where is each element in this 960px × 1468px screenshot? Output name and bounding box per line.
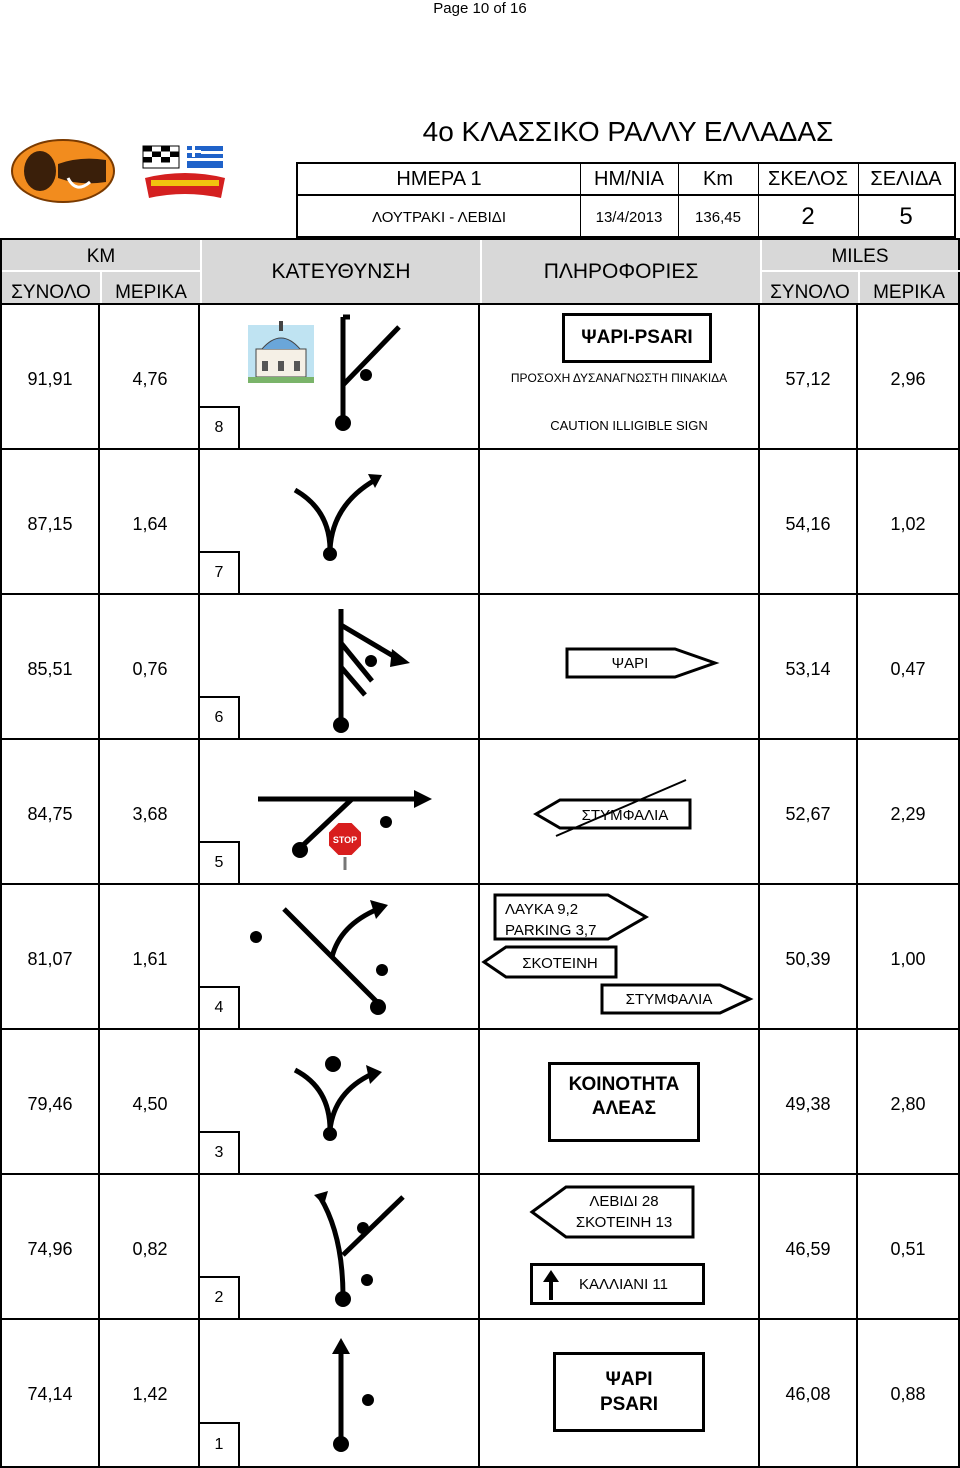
direction-sign: ΣΚΟΤΕΙΝΗ — [522, 955, 598, 972]
km-total: 79,46 — [27, 1094, 73, 1114]
date-label: ΗΜ/ΝΙΑ — [594, 167, 664, 190]
row-number: 1 — [200, 1422, 240, 1466]
miles-total: 57,12 — [785, 369, 831, 389]
miles-partial-header: ΜΕΡΙΚΑ — [873, 282, 945, 303]
roadbook-row-1 — [0, 1320, 960, 1468]
roadbook-row-2 — [0, 1175, 960, 1320]
tulip-diagram — [200, 595, 478, 740]
km-total-header: ΣΥΝΟΛΟ — [11, 282, 91, 303]
sign-line-2: PSARI — [599, 1394, 659, 1415]
km-value: 136,45 — [695, 208, 741, 226]
tulip-diagram — [200, 885, 478, 1030]
miles-total: 46,08 — [785, 1384, 831, 1404]
up-arrow-icon — [543, 1270, 559, 1300]
km-partial: 1,42 — [132, 1384, 168, 1404]
direction-sign: ΣΤΥΜΦΑΛΙΑ — [581, 807, 669, 824]
miles-header: MILES — [831, 246, 889, 267]
km-total: 74,96 — [27, 1239, 73, 1259]
day-label: ΗΜΕΡΑ 1 — [396, 167, 482, 190]
direction-sign: ΣΤΥΜΦΑΛΙΑ — [625, 991, 713, 1008]
miles-total: 50,39 — [785, 949, 831, 969]
miles-partial: 0,47 — [890, 659, 926, 679]
leg-label: ΣΚΕΛΟΣ — [768, 167, 848, 190]
tulip-diagram — [200, 450, 478, 595]
miles-total: 53,14 — [785, 659, 831, 679]
sign-line-1: ΛΕΒΙΔΙ 28 — [589, 1193, 659, 1210]
stop-sign-text: STOP — [332, 835, 358, 845]
row-number: 3 — [200, 1131, 240, 1173]
miles-partial: 2,96 — [890, 369, 926, 389]
tulip-diagram — [200, 1175, 478, 1320]
km-header: KM — [86, 246, 116, 267]
miles-total: 52,67 — [785, 804, 831, 824]
km-partial: 4,50 — [132, 1094, 168, 1114]
destination-sign — [553, 1352, 705, 1432]
page-title: 4ο ΚΛΑΣΣΙΚΟ ΡΑΛΛΥ ΕΛΛΑΔΑΣ — [422, 116, 834, 147]
column-header — [0, 238, 960, 305]
caution-note-en: CAUTION ILLIGIBLE SIGN — [550, 418, 708, 433]
page-value: 5 — [899, 203, 913, 230]
km-partial: 0,76 — [132, 659, 168, 679]
ahead-sign — [530, 1263, 705, 1305]
tulip-diagram — [200, 1030, 478, 1175]
row-number: 6 — [200, 696, 240, 738]
row-number: 7 — [200, 551, 240, 593]
miles-partial: 1,00 — [890, 949, 926, 969]
row-number: 8 — [200, 406, 240, 448]
stage-info-box — [296, 162, 956, 238]
km-partial: 1,64 — [132, 514, 168, 534]
miles-total-header: ΣΥΝΟΛΟ — [770, 282, 850, 303]
tulip-diagram — [200, 1320, 478, 1465]
sign-line-1: ΨΑΡΙ — [605, 1369, 653, 1390]
km-total: 87,15 — [27, 514, 73, 534]
direction-header: ΚΑΤΕΥΘΥΝΣΗ — [271, 260, 411, 283]
date: 13/4/2013 — [595, 208, 663, 226]
miles-total: 46,59 — [785, 1239, 831, 1259]
direction-sign: ΨΑΡΙ — [611, 655, 649, 672]
direction-sign: ΨΑΡΙ-PSARI — [562, 313, 712, 363]
miles-partial: 2,29 — [890, 804, 926, 824]
km-total: 74,14 — [27, 1384, 73, 1404]
sign-line-1: ΚΟΙΝΟΤΗΤΑ — [568, 1074, 680, 1095]
community-sign — [548, 1062, 700, 1142]
sign-line-2: PARKING 3,7 — [505, 922, 597, 939]
miles-partial: 0,51 — [890, 1239, 926, 1259]
sign-line-1: ΛΑΥΚΑ 9,2 — [505, 901, 579, 918]
km-partial: 4,76 — [132, 369, 168, 389]
stop-sign-icon — [328, 822, 362, 870]
roadbook-row-3 — [0, 1030, 960, 1175]
km-partial: 0,82 — [132, 1239, 168, 1259]
miles-total: 49,38 — [785, 1094, 831, 1114]
church-icon — [248, 321, 314, 383]
row-number: 4 — [200, 986, 240, 1028]
km-label: Km — [703, 167, 733, 190]
miles-partial: 0,88 — [890, 1384, 926, 1404]
caution-note-gr: ΠΡΟΣΟΧΗ ΔΥΣΑΝΑΓΝΩΣΤΗ ΠΙΝΑΚΙΔΑ — [510, 371, 728, 385]
tulip-diagram — [200, 740, 478, 885]
km-total: 91,91 — [27, 369, 73, 389]
km-partial-header: ΜΕΡΙΚΑ — [115, 282, 187, 303]
tulip-diagram — [200, 305, 478, 450]
sign-line-2: ΑΛΕΑΣ — [591, 1098, 657, 1119]
club-horn-logo — [10, 138, 116, 204]
miles-total: 54,16 — [785, 514, 831, 534]
roadbook-row-8 — [0, 305, 960, 450]
roadbook-row-4 — [0, 885, 960, 1030]
km-partial: 3,68 — [132, 804, 168, 824]
miles-partial: 2,80 — [890, 1094, 926, 1114]
row-number: 2 — [200, 1276, 240, 1318]
row-number: 5 — [200, 841, 240, 883]
miles-partial: 1,02 — [890, 514, 926, 534]
info-header: ΠΛΗΡΟΦΟΡΙΕΣ — [543, 260, 699, 283]
page-label: ΣΕΛΙΔΑ — [870, 167, 942, 190]
roadbook-row-7 — [0, 450, 960, 595]
roadbook-row-6 — [0, 595, 960, 740]
roadbook-row-5 — [0, 740, 960, 885]
page-header: Page 10 of 16 — [433, 0, 527, 17]
km-partial: 1,61 — [132, 949, 168, 969]
sign-text: ΚΑΛΛΙΑΝΙ 11 — [579, 1275, 668, 1293]
route: ΛΟΥΤΡΑΚΙ - ΛΕΒΙΔΙ — [371, 208, 506, 226]
km-total: 81,07 — [27, 949, 73, 969]
leg-value: 2 — [801, 203, 815, 230]
km-total: 85,51 — [27, 659, 73, 679]
sports-car-club-logo — [135, 140, 235, 206]
sign-line-2: ΣΚΟΤΕΙΝΗ 13 — [575, 1214, 673, 1231]
km-total: 84,75 — [27, 804, 73, 824]
